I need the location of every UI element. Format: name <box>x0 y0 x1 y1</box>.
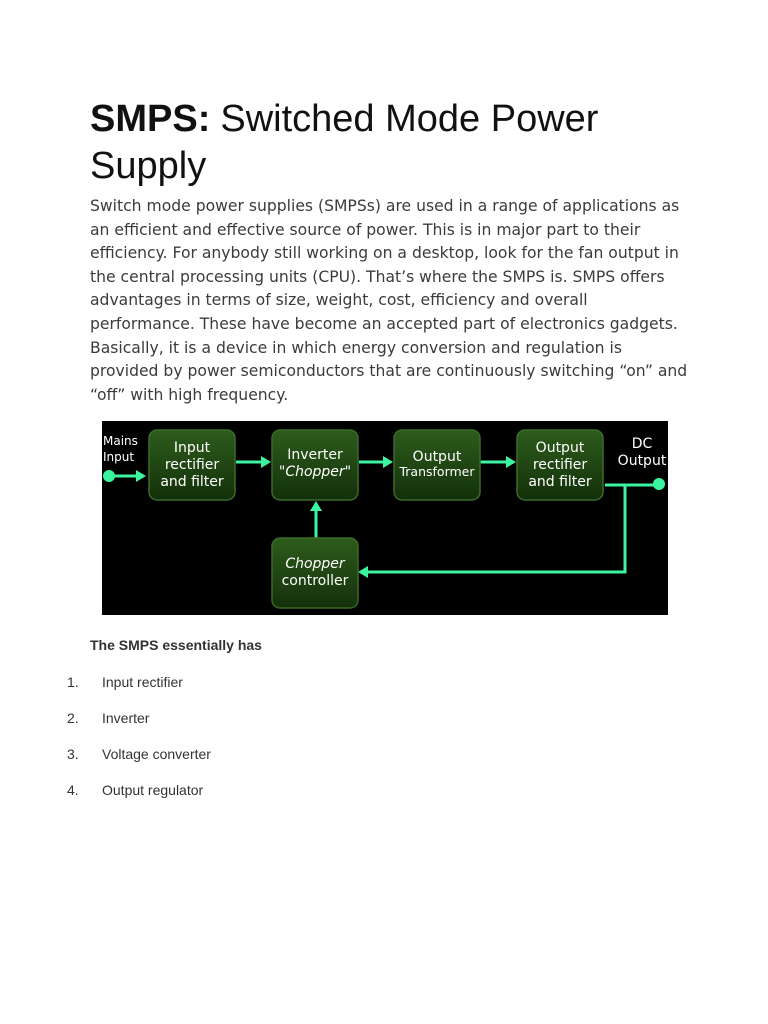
block-output-transformer-line1: Output <box>412 449 462 465</box>
list-item-text: Output regulator <box>102 782 204 798</box>
list-item <box>0 780 768 816</box>
block-output-rectifier <box>517 430 603 500</box>
list-item <box>0 708 768 744</box>
output-terminal-icon <box>653 478 665 490</box>
block-output-rectifier-line3: and filter <box>528 474 592 490</box>
block-output-transformer <box>394 430 480 500</box>
title-rest: Switched Mode Power Supply <box>90 98 599 187</box>
list-item-text: Inverter <box>102 710 150 726</box>
page-title <box>90 96 690 190</box>
input-terminal-icon <box>103 470 115 482</box>
mains-input-label-1: Mains <box>103 434 138 448</box>
block-output-rectifier-line1: Output <box>535 440 585 456</box>
block-output-rectifier-line2: rectifier <box>532 457 588 473</box>
smps-block-diagram <box>102 421 668 615</box>
block-diagram-svg <box>102 421 668 615</box>
block-input-rectifier-line2: rectifier <box>164 457 220 473</box>
block-chopper-controller <box>272 538 358 608</box>
component-list <box>0 672 768 816</box>
list-item-number: 4. <box>67 782 79 798</box>
block-input-rectifier <box>149 430 235 500</box>
block-inverter <box>272 430 358 500</box>
block-output-transformer-line2: Transformer <box>399 464 475 479</box>
list-item-number: 2. <box>67 710 79 726</box>
list-heading: The SMPS essentially has <box>90 637 262 653</box>
mains-input-label-2: Input <box>103 450 135 464</box>
dc-output-label-2: Output <box>617 453 667 469</box>
block-inverter-line2: "Chopper" <box>278 464 352 480</box>
list-item-text: Input rectifier <box>102 674 183 690</box>
block-input-rectifier-line3: and filter <box>160 474 224 490</box>
block-input-rectifier-line1: Input <box>173 440 211 456</box>
list-item <box>0 672 768 708</box>
block-chopper-line2: controller <box>281 573 349 589</box>
list-item-number: 1. <box>67 674 79 690</box>
dc-output-label-1: DC <box>631 436 653 452</box>
title-bold: SMPS: <box>90 98 211 140</box>
intro-paragraph: Switch mode power supplies (SMPSs) are used in a range of applications as an efficient and effective source of power. This is in major part to their efficiency. For anybody still working on a desktop, look for the fan output in the central processing units (CPU). That’s where the SMPS is. SMPS offers advantages in terms of size, weight, cost, efficiency and overall performance. These have become an accepted part of electronics gadgets. Basically, it is a device in which energy conversion and regulation is provided by power semiconductors that are continuously switching “on” and “off” with high frequency. <box>90 197 688 404</box>
list-item-number: 3. <box>67 746 79 762</box>
list-item <box>0 744 768 780</box>
list-item-text: Voltage converter <box>102 746 211 762</box>
block-chopper-line1: Chopper <box>285 556 345 572</box>
block-inverter-line1: Inverter <box>287 447 343 463</box>
